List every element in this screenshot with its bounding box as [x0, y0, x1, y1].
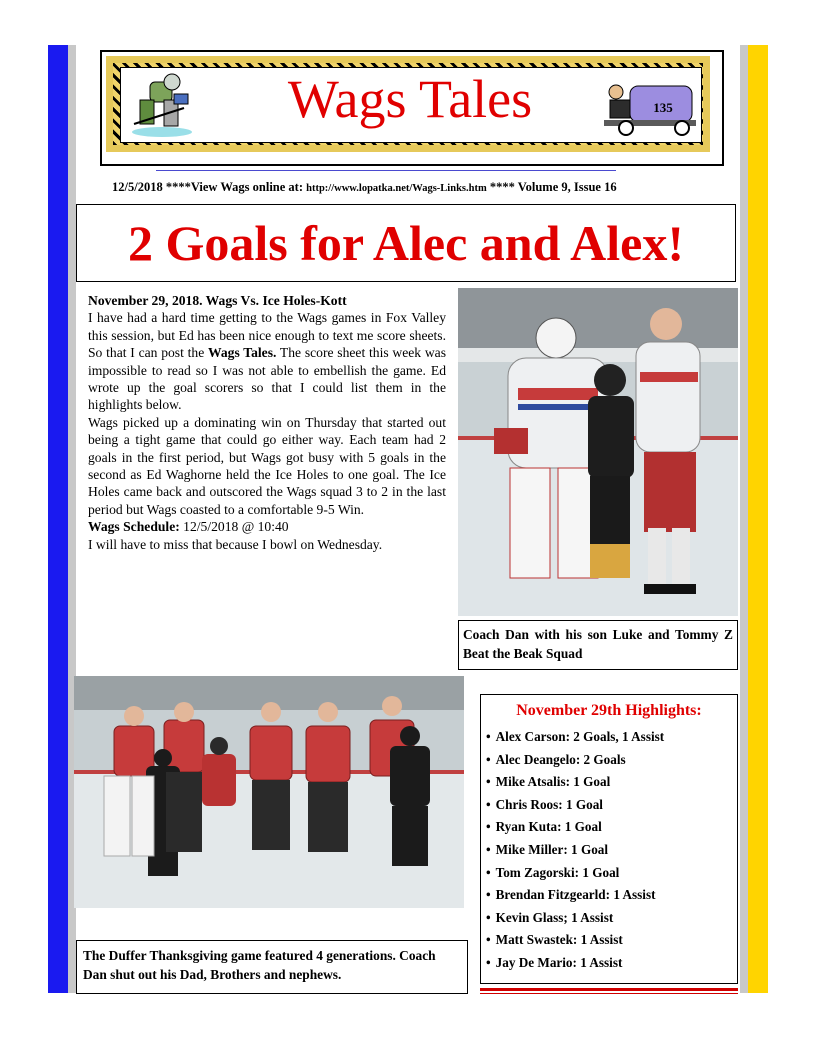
article-bold-text: Wags Tales.	[208, 345, 277, 361]
left-blue-bar	[48, 45, 70, 993]
list-item: • Mike Miller: 1 Goal	[486, 839, 734, 862]
headline: 2 Goals for Alec and Alex!	[127, 215, 684, 271]
game-article	[88, 292, 446, 553]
list-item: • Brendan Fitzgearld: 1 Assist	[486, 884, 734, 907]
team-photo-thanksgiving-game	[74, 676, 464, 908]
article-paragraph-1	[88, 309, 446, 413]
info-line	[112, 180, 732, 195]
issue-date: 12/5/2018	[112, 180, 163, 194]
team-photo-coach-and-players	[458, 288, 738, 616]
photo-caption-2: The Duffer Thanksgiving game featured 4 generations. Coach Dan shut out his Dad, Brothers and nephews.	[76, 940, 468, 994]
hockey-goalie-clipart-icon	[126, 72, 196, 140]
list-item: • Mike Atsalis: 1 Goal	[486, 771, 734, 794]
photo-caption-1: Coach Dan with his son Luke and Tommy Z Beat the Beak Squad	[458, 620, 738, 670]
highlights-underline-thin	[480, 993, 738, 994]
highlights-underline	[480, 988, 738, 991]
article-paragraph-3: I will have to miss that because I bowl on Wednesday.	[88, 536, 383, 552]
list-item: • Alec Deangelo: 2 Goals	[486, 749, 734, 772]
right-bar-edge	[740, 45, 748, 993]
list-item: • Jay De Mario: 1 Assist	[486, 952, 734, 975]
list-item: • Alex Carson: 2 Goals, 1 Assist	[486, 726, 734, 749]
article-text: I have had a hard time getting to the Wags games in Fox Valley this session, but Ed has been nice enough to text me score sheets. So that I can post the	[88, 310, 446, 361]
schedule-label: Wags Schedule:	[88, 519, 180, 535]
list-item: • Tom Zagorski: 1 Goal	[486, 862, 734, 885]
website-link[interactable]: http://www.lopatka.net/Wags-Links.htm	[306, 183, 487, 194]
highlights-list	[486, 726, 734, 975]
header-rule	[156, 170, 616, 171]
list-item: • Chris Roos: 1 Goal	[486, 794, 734, 817]
info-prefix: ****View Wags online at:	[162, 180, 307, 194]
article-paragraph-2: Wags picked up a dominating win on Thursday that started out being a tight game that could go either way. Each team had 2 goals in the first period, but Wags got busy with 5 goals in the second as Ed Waghorne held the Ice Holes to one goal. The Ice Holes came back and outscored the Wags squad 3 to 2 in the last period but Wags coasted to a comfortable 9-5 Win.	[88, 414, 446, 517]
list-item: • Ryan Kuta: 1 Goal	[486, 816, 734, 839]
issue-number: 135	[653, 100, 673, 115]
article-dateline: November 29, 2018. Wags Vs. Ice Holes-Kott	[88, 293, 347, 308]
schedule-value: 12/5/2018 @ 10:40	[179, 519, 289, 535]
list-item: • Matt Swastek: 1 Assist	[486, 929, 734, 952]
masthead-title: Wags Tales	[287, 69, 533, 129]
highlights-title: November 29th Highlights:	[516, 702, 702, 719]
volume-issue: **** Volume 9, Issue 16	[486, 180, 617, 194]
article-text: The score sheet this week was impossible to read so I was not able to embellish the game. Ed wrote up the goal scorers so that I could list them in the highlights below.	[88, 345, 446, 413]
list-item: • Kevin Glass; 1 Assist	[486, 907, 734, 930]
schedule-line	[88, 518, 446, 535]
